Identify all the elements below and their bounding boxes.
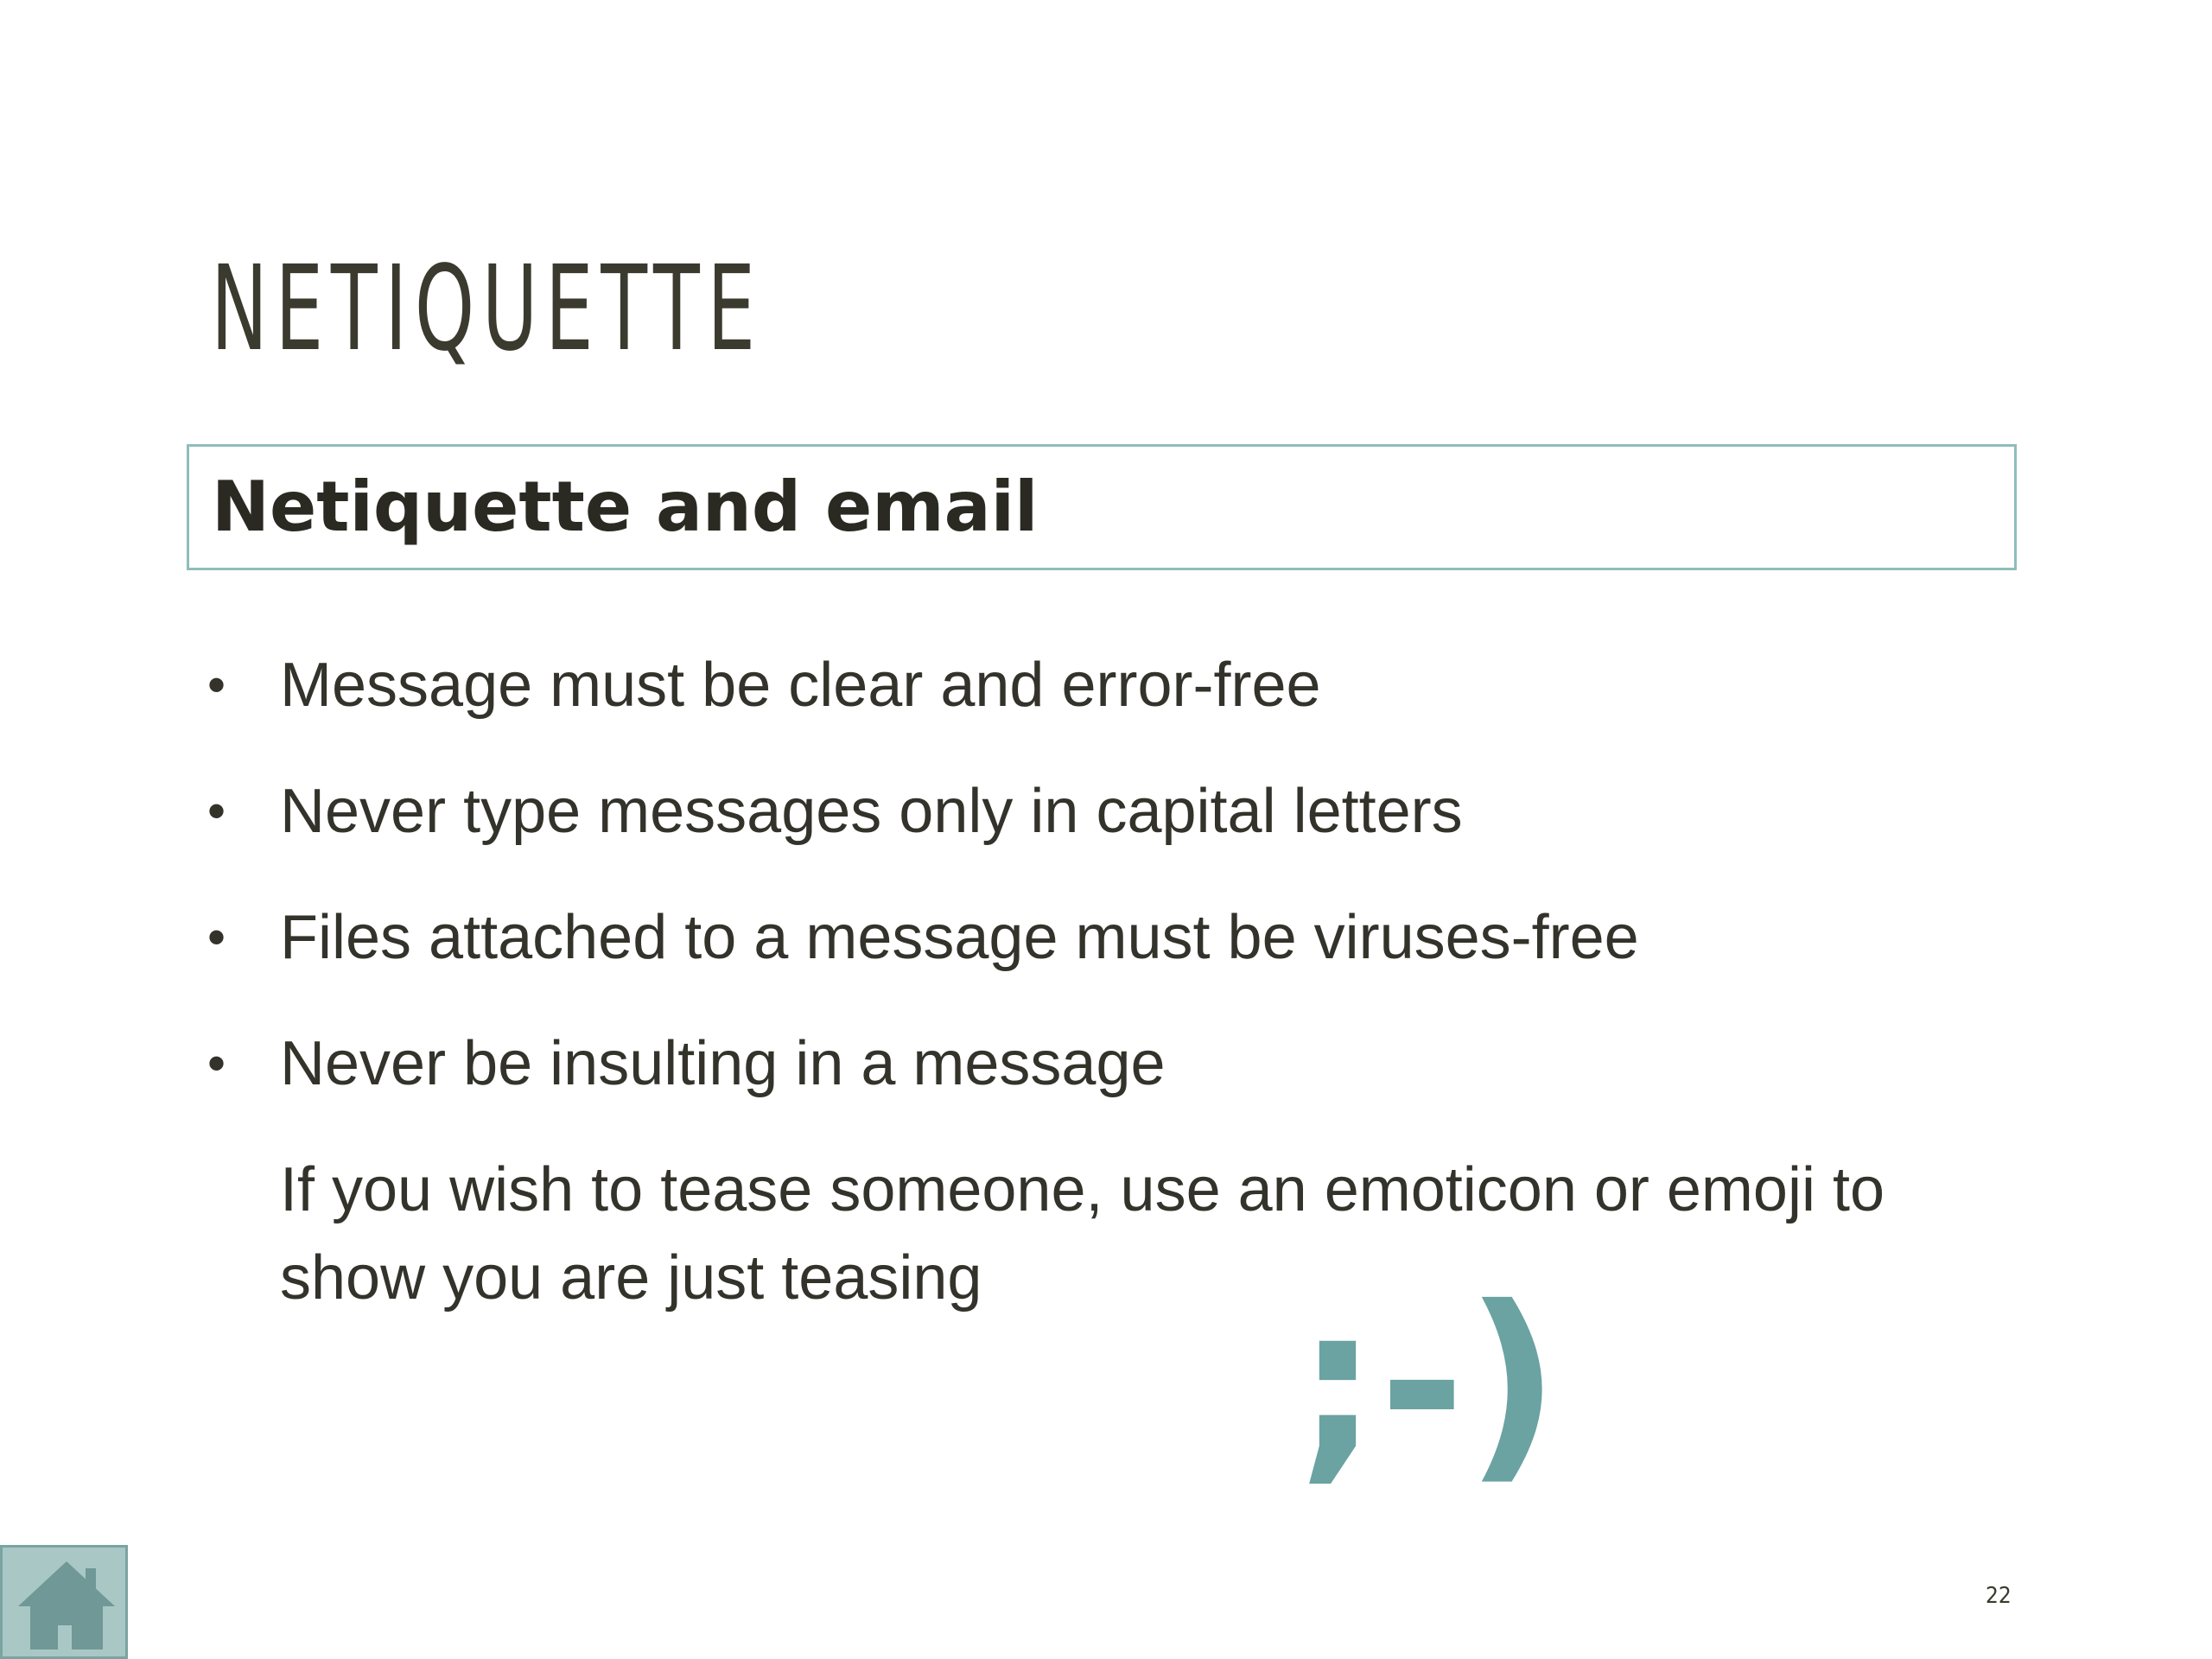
home-icon [15,1556,118,1653]
home-button[interactable] [0,1545,128,1659]
winking-emoticon: ;-) [1296,1262,1560,1503]
bullet-item [207,641,1639,767]
bullet-item [207,1020,1639,1146]
bullet-text: Message must be clear and error-free [280,651,1321,720]
bullet-text: Files attached to a message must be viruses-free [280,903,1639,972]
bullet-item [207,767,1639,893]
subtitle-box [187,444,2017,570]
bullet-list [207,641,1639,1146]
bullet-dot-icon: • [207,656,226,714]
bullet-item [207,893,1639,1020]
note-text: If you wish to tease someone, use an emoticon or emoji to show you are just teasing [280,1155,1885,1313]
bullet-dot-icon: • [207,1034,226,1092]
subtitle: Netiquette and email [212,467,1039,547]
bullet-text: Never type messages only in capital letters [280,777,1463,846]
slide-title: NETIQUETTE [211,241,763,378]
bullet-text: Never be insulting in a message [280,1029,1166,1098]
bullet-dot-icon: • [207,908,226,966]
bullet-dot-icon: • [207,782,226,840]
page-number: 22 [1986,1583,2012,1609]
